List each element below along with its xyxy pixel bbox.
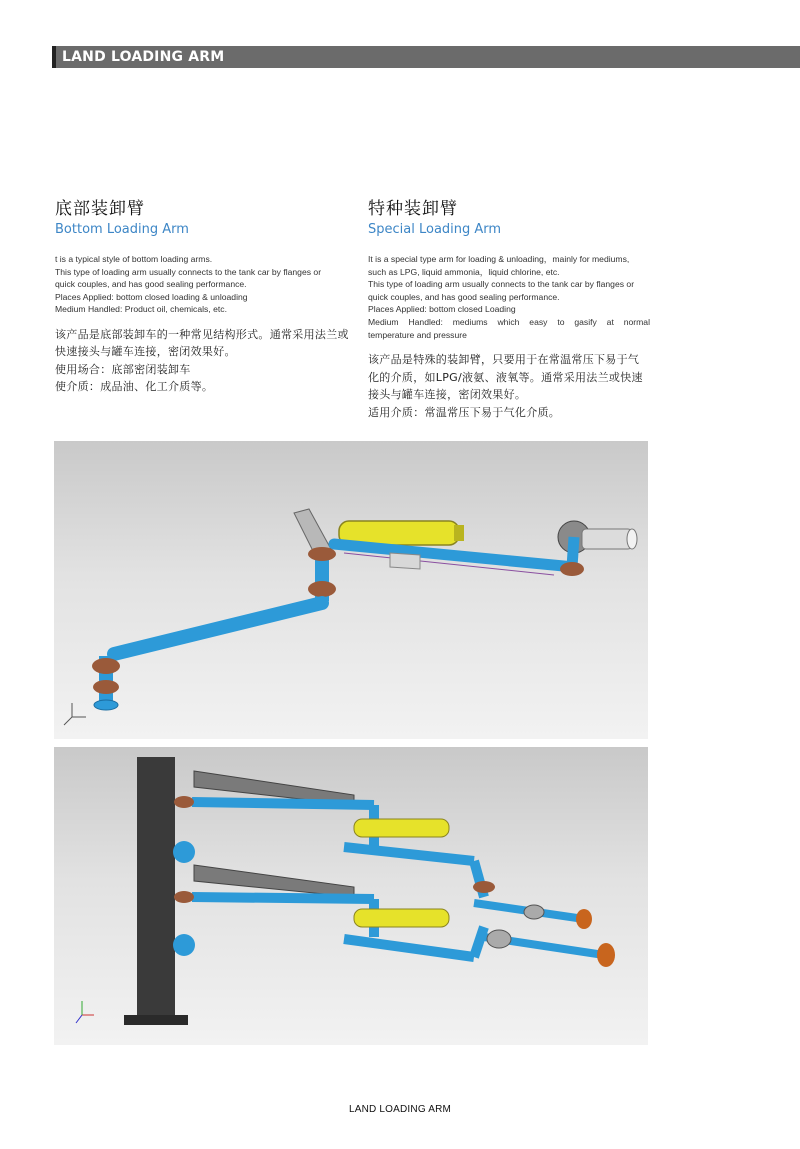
bottom-arm-title-en: Bottom Loading Arm <box>55 222 189 237</box>
special-arm-title-en: Special Loading Arm <box>368 222 502 237</box>
description-line: t is a typical style of bottom loading arms. <box>55 254 213 264</box>
special-arm-description-cn <box>368 351 650 421</box>
description-line: such as LPG, liquid ammonia，liquid chlorine, etc. <box>368 266 560 277</box>
description-line: Places Applied: bottom closed loading & unloading <box>55 291 248 302</box>
special-arm-title-cn: 特种装卸臂 <box>368 199 458 219</box>
special-loading-arm-illustration <box>54 747 648 1045</box>
description-line: 接头与罐车连接，密闭效果好。 <box>368 388 527 402</box>
description-line: Medium Handled: Product oil, chemicals, etc. <box>55 304 227 315</box>
description-line: Medium Handled: mediums which easy to gasify at normal <box>368 316 650 327</box>
description-line: This type of loading arm usually connects to the tank car by flanges or <box>368 279 635 290</box>
description-line: 适用介质：常温常压下易于气化介质。 <box>368 405 561 419</box>
description-line: 使介质：成品油、化工介质等。 <box>55 380 214 394</box>
description-line: 化的介质，如LPG/液氨、液氧等。通常采用法兰或快速 <box>368 370 643 384</box>
bottom-loading-arm-section <box>55 198 350 396</box>
description-line: quick couples, and has good sealing performance. <box>55 279 247 290</box>
bottom-arm-title-cn: 底部装卸臂 <box>55 199 145 219</box>
description-line: 快速接头与罐车连接，密闭效果好。 <box>55 345 236 359</box>
description-line: temperature and pressure <box>368 329 467 340</box>
bottom-arm-description-en <box>55 253 350 316</box>
special-loading-arm-section <box>368 198 650 421</box>
page-footer: LAND LOADING ARM <box>348 1104 452 1115</box>
description-line: quick couples, and has good sealing performance. <box>368 291 560 302</box>
description-line: 使用场合：底部密闭装卸车 <box>55 362 191 376</box>
bottom-loading-arm-render <box>54 441 648 739</box>
bottom-arm-description-cn <box>55 326 350 396</box>
section-header-title: LAND LOADING ARM <box>62 49 225 65</box>
description-line: Places Applied: bottom closed Loading <box>368 304 516 315</box>
special-loading-arm-render <box>54 747 648 1045</box>
special-arm-description-en <box>368 253 650 341</box>
description-line: It is a special type arm for loading & unloading，mainly for mediums, <box>368 254 630 264</box>
section-header-bar <box>52 46 800 68</box>
bottom-loading-arm-illustration <box>54 441 648 739</box>
description-line: This type of loading arm usually connects to the tank car by flanges or <box>55 266 322 277</box>
description-line: 该产品是特殊的装卸臂，只要用于在常温常压下易于气 <box>368 353 640 367</box>
description-line: 该产品是底部装卸车的一种常见结构形式。通常采用法兰或 <box>55 327 349 341</box>
